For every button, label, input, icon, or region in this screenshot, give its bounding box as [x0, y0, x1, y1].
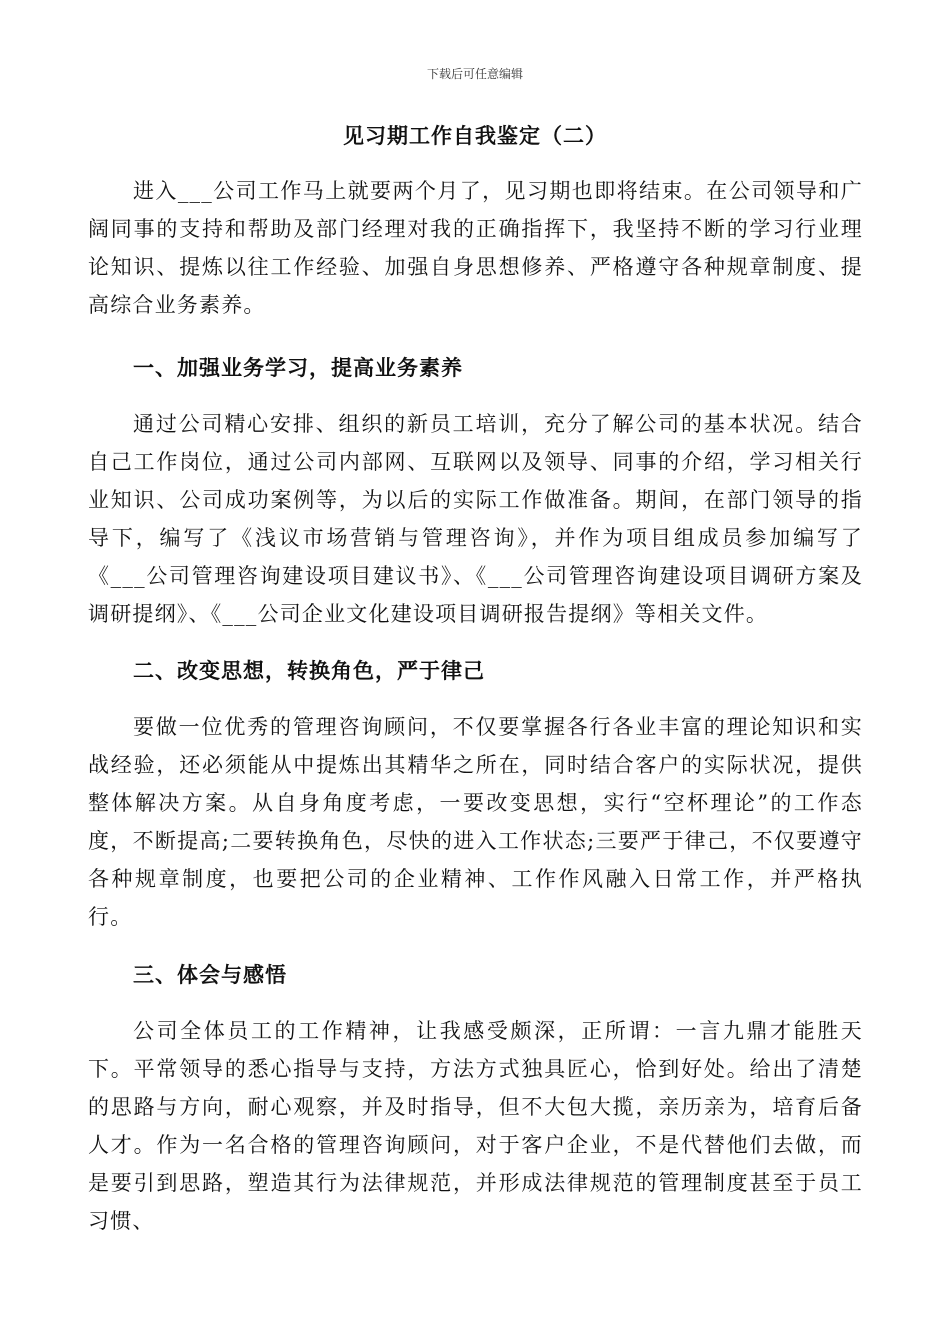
section-1-heading: 一、加强业务学习，提高业务素养 — [133, 355, 463, 380]
section-2-heading: 二、改变思想，转换角色，严于律己 — [133, 658, 485, 683]
header-note: 下载后可任意编辑 — [426, 67, 523, 81]
document-title: 见习期工作自我鉴定（二） — [343, 123, 607, 148]
intro-paragraph: 进入___公司工作马上就要两个月了，见习期也即将结束。在公司领导和广阔同事的支持和帮助及部门经理对我的正确指挥下，我坚持不断的学习行业理论知识、提炼以往工作经验、加强自身思想修养、严格遵守各种规章制度、提高综合业务素养。 — [88, 179, 863, 317]
section-1-body: 通过公司精心安排、组织的新员工培训，充分了解公司的基本状况。结合自己工作岗位，通过公司内部网、互联网以及领导、同事的介绍，学习相关行业知识、公司成功案例等，为以后的实际工作做准备。期间，在部门领导的指导下，编写了《浅议市场营销与管理咨询》，并作为项目组成员参加编写了《___公司管理咨询建设项目建议书》、《___公司管理咨询建设项目调研方案及调研提纲》、《___公司企业文化建设项目调研报告提纲》等相关文件。 — [88, 412, 863, 626]
section-3-body: 公司全体员工的工作精神，让我感受颇深，正所谓：一言九鼎才能胜天下。平常领导的悉心指导与支持，方法方式独具匠心，恰到好处。给出了清楚的思路与方向，耐心观察，并及时指导，但不大包大揽，亲历亲为，培育后备人才。作为一名合格的管理咨询顾问，对于客户企业，不是代替他们去做，而是要引到思路，塑造其行为法律规范，并形成法律规范的管理制度甚至于员工习惯、 — [88, 1019, 863, 1233]
section-3-heading: 三、体会与感悟 — [133, 962, 287, 987]
section-2-body: 要做一位优秀的管理咨询顾问，不仅要掌握各行各业丰富的理论知识和实战经验，还必须能从中提炼出其精华之所在，同时结合客户的实际状况，提供整体解决方案。从自身角度考虑，一要改变思想，实行“空杯理论”的工作态度，不断提高;二要转换角色，尽快的进入工作状态;三要严于律己，不仅要遵守各种规章制度，也要把公司的企业精神、工作作风融入日常工作，并严格执行。 — [88, 715, 863, 929]
